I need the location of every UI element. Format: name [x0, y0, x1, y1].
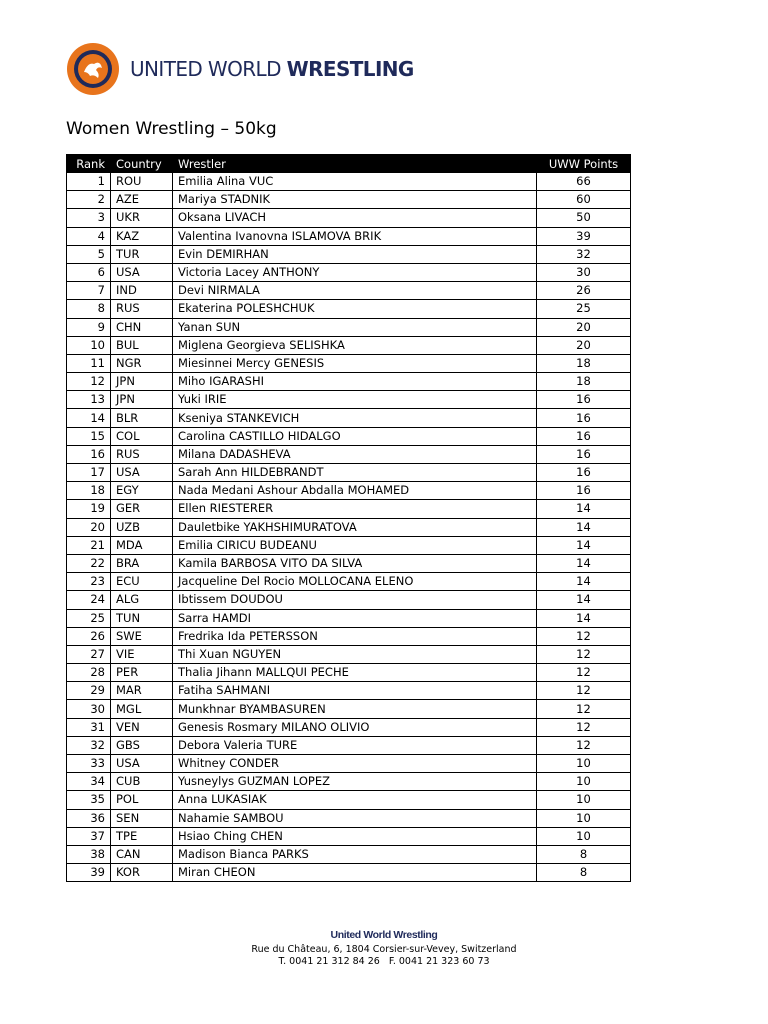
country-header: Country — [111, 155, 173, 173]
wrestler-cell: Emilia Alina VUC — [173, 173, 537, 191]
ranking-table — [66, 154, 631, 882]
country-cell: GBS — [111, 736, 173, 754]
rank-cell: 23 — [67, 573, 111, 591]
country-cell: JPN — [111, 391, 173, 409]
points-cell: 14 — [537, 500, 631, 518]
wrestler-cell: Sarra HAMDI — [173, 609, 537, 627]
points-cell: 14 — [537, 573, 631, 591]
rank-cell: 22 — [67, 554, 111, 572]
table-row — [67, 209, 631, 227]
wrestler-cell: Emilia CIRICU BUDEANU — [173, 536, 537, 554]
footer — [0, 929, 768, 968]
country-cell: BUL — [111, 336, 173, 354]
table-row — [67, 682, 631, 700]
rank-cell: 3 — [67, 209, 111, 227]
points-cell: 20 — [537, 336, 631, 354]
country-cell: RUS — [111, 300, 173, 318]
table-row — [67, 445, 631, 463]
footer-org-name: United World Wrestling — [330, 929, 438, 941]
table-row — [67, 391, 631, 409]
points-cell: 12 — [537, 664, 631, 682]
country-cell: TUN — [111, 609, 173, 627]
points-cell: 12 — [537, 627, 631, 645]
points-cell: 25 — [537, 300, 631, 318]
page-title: Women Wrestling – 50kg — [66, 119, 277, 139]
points-cell: 10 — [537, 755, 631, 773]
points-cell: 12 — [537, 718, 631, 736]
table-row — [67, 591, 631, 609]
wrestler-cell: Nahamie SAMBOU — [173, 809, 537, 827]
table-row — [67, 845, 631, 863]
points-cell: 16 — [537, 427, 631, 445]
wrestler-cell: Kamila BARBOSA VITO DA SILVA — [173, 554, 537, 572]
wrestler-cell: Ellen RIESTERER — [173, 500, 537, 518]
rank-cell: 13 — [67, 391, 111, 409]
rank-cell: 31 — [67, 718, 111, 736]
table-row — [67, 482, 631, 500]
table-row — [67, 827, 631, 845]
wrestler-cell: Munkhnar BYAMBASUREN — [173, 700, 537, 718]
table-row — [67, 755, 631, 773]
wrestler-cell: Victoria Lacey ANTHONY — [173, 263, 537, 281]
rank-cell: 32 — [67, 736, 111, 754]
points-header: UWW Points — [537, 155, 631, 173]
table-row — [67, 227, 631, 245]
wrestler-cell: Miesinnei Mercy GENESIS — [173, 354, 537, 372]
rank-cell: 39 — [67, 864, 111, 882]
table-row — [67, 809, 631, 827]
table-row — [67, 864, 631, 882]
points-cell: 18 — [537, 373, 631, 391]
rank-cell: 36 — [67, 809, 111, 827]
table-row — [67, 554, 631, 572]
country-cell: MGL — [111, 700, 173, 718]
points-cell: 16 — [537, 445, 631, 463]
table-row — [67, 500, 631, 518]
country-cell: AZE — [111, 191, 173, 209]
wrestler-cell: Miran CHEON — [173, 864, 537, 882]
rank-cell: 14 — [67, 409, 111, 427]
country-cell: KAZ — [111, 227, 173, 245]
points-cell: 10 — [537, 773, 631, 791]
footer-phone: T. 0041 21 312 84 26 F. 0041 21 323 60 73 — [278, 956, 490, 967]
rank-cell: 33 — [67, 755, 111, 773]
country-cell: CHN — [111, 318, 173, 336]
points-cell: 10 — [537, 791, 631, 809]
wrestler-cell: Thi Xuan NGUYEN — [173, 645, 537, 663]
country-cell: TPE — [111, 827, 173, 845]
country-cell: NGR — [111, 354, 173, 372]
points-cell: 16 — [537, 409, 631, 427]
wrestler-cell: Hsiao Ching CHEN — [173, 827, 537, 845]
wrestler-cell: Devi NIRMALA — [173, 282, 537, 300]
points-cell: 14 — [537, 591, 631, 609]
rank-cell: 11 — [67, 354, 111, 372]
rank-cell: 28 — [67, 664, 111, 682]
country-cell: UZB — [111, 518, 173, 536]
country-cell: KOR — [111, 864, 173, 882]
country-cell: COL — [111, 427, 173, 445]
table-row — [67, 518, 631, 536]
wrestler-cell: Ibtissem DOUDOU — [173, 591, 537, 609]
table-row — [67, 354, 631, 372]
rank-cell: 10 — [67, 336, 111, 354]
table-header-row — [67, 155, 631, 173]
country-cell: USA — [111, 464, 173, 482]
table-row — [67, 191, 631, 209]
country-cell: RUS — [111, 445, 173, 463]
country-cell: MDA — [111, 536, 173, 554]
wrestler-cell: Miglena Georgieva SELISHKA — [173, 336, 537, 354]
wrestler-cell: Miho IGARASHI — [173, 373, 537, 391]
header — [66, 42, 414, 96]
wrestler-cell: Sarah Ann HILDEBRANDT — [173, 464, 537, 482]
rank-cell: 26 — [67, 627, 111, 645]
wrestler-cell: Carolina CASTILLO HIDALGO — [173, 427, 537, 445]
points-cell: 10 — [537, 827, 631, 845]
wrestler-cell: Thalia Jihann MALLQUI PECHE — [173, 664, 537, 682]
table-row — [67, 609, 631, 627]
points-cell: 12 — [537, 645, 631, 663]
wrestler-cell: Genesis Rosmary MILANO OLIVIO — [173, 718, 537, 736]
brand-name-bold: WRESTLING — [286, 57, 414, 81]
points-cell: 14 — [537, 554, 631, 572]
table-row — [67, 464, 631, 482]
points-cell: 14 — [537, 609, 631, 627]
points-cell: 26 — [537, 282, 631, 300]
table-row — [67, 573, 631, 591]
rank-cell: 1 — [67, 173, 111, 191]
wrestler-cell: Valentina Ivanovna ISLAMOVA BRIK — [173, 227, 537, 245]
rank-cell: 9 — [67, 318, 111, 336]
wrestler-cell: Evin DEMIRHAN — [173, 245, 537, 263]
country-cell: CUB — [111, 773, 173, 791]
table-row — [67, 627, 631, 645]
country-cell: GER — [111, 500, 173, 518]
wrestler-cell: Yuki IRIE — [173, 391, 537, 409]
wrestler-cell: Ekaterina POLESHCHUK — [173, 300, 537, 318]
country-cell: IND — [111, 282, 173, 300]
country-cell: ALG — [111, 591, 173, 609]
table-row — [67, 427, 631, 445]
rank-cell: 29 — [67, 682, 111, 700]
table-row — [67, 700, 631, 718]
table-row — [67, 718, 631, 736]
points-cell: 18 — [537, 354, 631, 372]
points-cell: 30 — [537, 263, 631, 281]
country-cell: USA — [111, 263, 173, 281]
wrestler-cell: Oksana LIVACH — [173, 209, 537, 227]
table-row — [67, 645, 631, 663]
rank-cell: 19 — [67, 500, 111, 518]
points-cell: 60 — [537, 191, 631, 209]
footer-address: Rue du Château, 6, 1804 Corsier-sur-Vevey, Switzerland — [251, 944, 517, 955]
rank-cell: 15 — [67, 427, 111, 445]
rank-header: Rank — [67, 155, 111, 173]
table-row — [67, 736, 631, 754]
rank-cell: 17 — [67, 464, 111, 482]
rank-cell: 16 — [67, 445, 111, 463]
country-cell: SWE — [111, 627, 173, 645]
wrestler-cell: Madison Bianca PARKS — [173, 845, 537, 863]
country-cell: SEN — [111, 809, 173, 827]
brand-name — [130, 57, 414, 81]
country-cell: PER — [111, 664, 173, 682]
rank-cell: 35 — [67, 791, 111, 809]
country-cell: CAN — [111, 845, 173, 863]
table-row — [67, 409, 631, 427]
rank-cell: 24 — [67, 591, 111, 609]
country-cell: VIE — [111, 645, 173, 663]
wrestler-cell: Fredrika Ida PETERSSON — [173, 627, 537, 645]
table-row — [67, 536, 631, 554]
points-cell: 14 — [537, 536, 631, 554]
points-cell: 10 — [537, 809, 631, 827]
rank-cell: 8 — [67, 300, 111, 318]
table-row — [67, 282, 631, 300]
rank-cell: 5 — [67, 245, 111, 263]
wrestler-cell: Anna LUKASIAK — [173, 791, 537, 809]
points-cell: 12 — [537, 736, 631, 754]
wrestler-cell: Debora Valeria TURE — [173, 736, 537, 754]
points-cell: 12 — [537, 700, 631, 718]
rank-cell: 27 — [67, 645, 111, 663]
points-cell: 50 — [537, 209, 631, 227]
wrestler-cell: Yusneylys GUZMAN LOPEZ — [173, 773, 537, 791]
rank-cell: 2 — [67, 191, 111, 209]
uww-logo-icon — [66, 42, 120, 96]
rank-cell: 7 — [67, 282, 111, 300]
wrestler-cell: Fatiha SAHMANI — [173, 682, 537, 700]
points-cell: 16 — [537, 391, 631, 409]
country-cell: JPN — [111, 373, 173, 391]
wrestler-cell: Mariya STADNIK — [173, 191, 537, 209]
table-row — [67, 245, 631, 263]
points-cell: 66 — [537, 173, 631, 191]
rank-cell: 37 — [67, 827, 111, 845]
rank-cell: 12 — [67, 373, 111, 391]
country-cell: BLR — [111, 409, 173, 427]
points-cell: 14 — [537, 518, 631, 536]
table-row — [67, 318, 631, 336]
country-cell: BRA — [111, 554, 173, 572]
wrestler-cell: Milana DADASHEVA — [173, 445, 537, 463]
rank-cell: 20 — [67, 518, 111, 536]
wrestler-cell: Kseniya STANKEVICH — [173, 409, 537, 427]
rank-cell: 38 — [67, 845, 111, 863]
rank-cell: 18 — [67, 482, 111, 500]
country-cell: ECU — [111, 573, 173, 591]
wrestler-cell: Nada Medani Ashour Abdalla MOHAMED — [173, 482, 537, 500]
table-row — [67, 263, 631, 281]
points-cell: 8 — [537, 864, 631, 882]
points-cell: 12 — [537, 682, 631, 700]
points-cell: 32 — [537, 245, 631, 263]
wrestler-header: Wrestler — [173, 155, 537, 173]
table-row — [67, 773, 631, 791]
country-cell: TUR — [111, 245, 173, 263]
wrestler-cell: Whitney CONDER — [173, 755, 537, 773]
country-cell: ROU — [111, 173, 173, 191]
country-cell: UKR — [111, 209, 173, 227]
wrestler-cell: Jacqueline Del Rocio MOLLOCANA ELENO — [173, 573, 537, 591]
table-row — [67, 373, 631, 391]
rank-cell: 21 — [67, 536, 111, 554]
country-cell: USA — [111, 755, 173, 773]
wrestler-cell: Dauletbike YAKHSHIMURATOVA — [173, 518, 537, 536]
table-row — [67, 336, 631, 354]
points-cell: 20 — [537, 318, 631, 336]
points-cell: 8 — [537, 845, 631, 863]
table-row — [67, 300, 631, 318]
table-row — [67, 173, 631, 191]
rank-cell: 25 — [67, 609, 111, 627]
points-cell: 16 — [537, 464, 631, 482]
country-cell: EGY — [111, 482, 173, 500]
points-cell: 39 — [537, 227, 631, 245]
table-row — [67, 664, 631, 682]
rank-cell: 34 — [67, 773, 111, 791]
country-cell: MAR — [111, 682, 173, 700]
country-cell: POL — [111, 791, 173, 809]
points-cell: 16 — [537, 482, 631, 500]
rank-cell: 30 — [67, 700, 111, 718]
table-row — [67, 791, 631, 809]
wrestler-cell: Yanan SUN — [173, 318, 537, 336]
rank-cell: 4 — [67, 227, 111, 245]
brand-name-light: UNITED WORLD — [130, 57, 287, 81]
rank-cell: 6 — [67, 263, 111, 281]
country-cell: VEN — [111, 718, 173, 736]
